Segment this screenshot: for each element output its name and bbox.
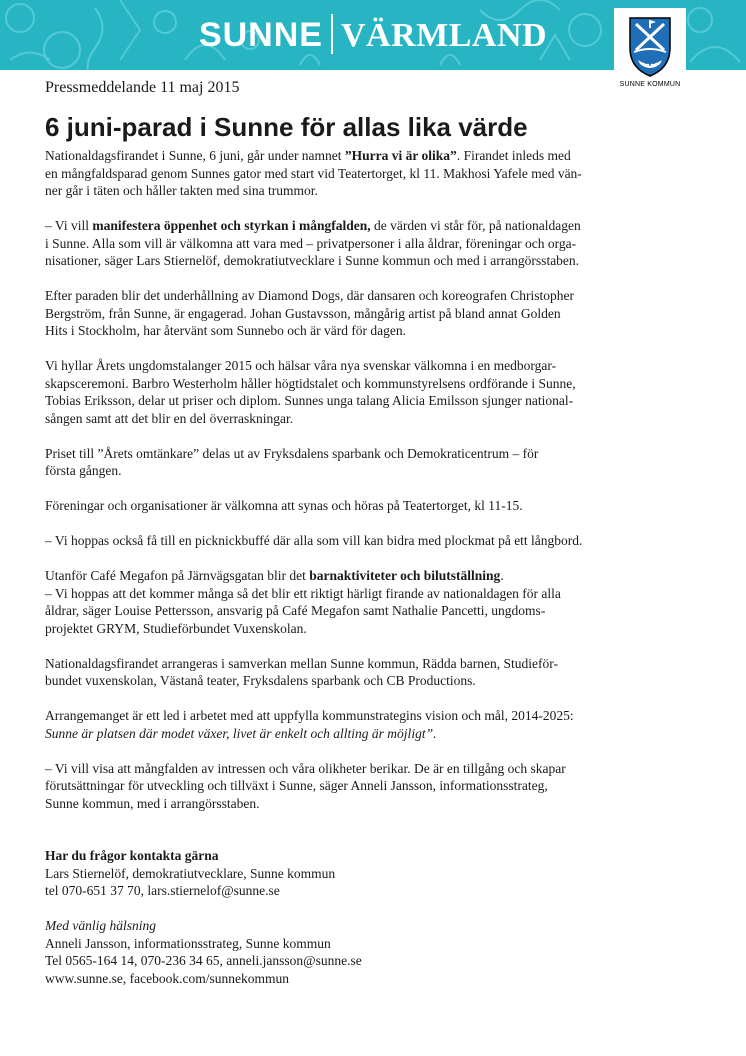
coat-of-arms-icon (626, 14, 674, 78)
brand-left: SUNNE (198, 16, 323, 54)
paragraph: Efter paraden blir det underhållning av Diamond Dogs, där dansaren och koreografen Christopher Bergström, från Sunne, är engagerad. Johan Gustavsson, mångårig artist på bland annat Golden Hits i Stockholm, har återvänt som Sunnebo och är värd för dagen. (45, 288, 574, 338)
greeting: Med vänlig hälsning (45, 918, 156, 933)
contact-block (45, 847, 600, 900)
paragraph: Priset till ”Årets omtänkare” delas ut av Fryksdalens sparbank och Demokraticentrum – för första gången. (45, 445, 539, 478)
paragraph: Vi hyllar Årets ungdomstalanger 2015 och hälsar våra nya svenskar välkomna i en medborgar- skapsceremoni. Barbro Westerholm håller högtidstalet och kommunstyrelsens ordförande i Sunne, Tobias Eriksson, delar ut priser och diplom. Sunnes unga talang Alicia Emilsson sjunger national- sången samt att det blir en del överraskningar. (45, 358, 576, 426)
brand-divider (331, 14, 333, 54)
paragraph: – Vi hoppas också få till en picknickbuffé där alla som vill kan bidra med plockmat på ett långbord. (45, 533, 583, 548)
paragraph: Utanför Café Megafon på Järnvägsgatan blir det barnaktiviteter och bilutställning. – Vi hoppas att det kommer många så det blir ett riktigt härligt firande av nationaldagen för alla åldrar, säger Louise Pettersson, ansvarig på Café Megafon samt Nathalie Pancetti, ungdoms- projektet GRYM, Studieförbundet Vuxenskolan. (45, 568, 561, 636)
paragraph: Föreningar och organisationer är välkomna att synas och höras på Teatertorget, kl 11-15. (45, 498, 523, 513)
press-release-date: Pressmeddelande 11 maj 2015 (45, 79, 240, 96)
paragraph: – Vi vill manifestera öppenhet och styrkan i mångfalden, de värden vi står för, på nationaldagen i Sunne. Alla som vill är välkomna att vara med – privatpersoner i alla åldrar, föreningar och orga- nisationer, säger Lars Stiernelöf, demokratiutvecklare i Sunne kommun och med i arrangörsstaben. (45, 218, 581, 268)
contact-phone-email: tel 070-651 37 70, lars.stiernelof@sunne.se (45, 883, 280, 898)
brand-right: VÄRMLAND (340, 17, 548, 54)
signature-phone-email: Tel 0565-164 14, 070-236 34 65, anneli.jansson@sunne.se (45, 953, 362, 968)
paragraph: Nationaldagsfirandet arrangeras i samverkan mellan Sunne kommun, Rädda barnen, Studieför- bundet vuxenskolan, Västanå teater, Fryksdalens sparbank och CB Productions. (45, 655, 558, 688)
municipal-crest (614, 8, 686, 94)
page-title: 6 juni-parad i Sunne för allas lika värde (45, 112, 528, 142)
paragraph: – Vi vill visa att mångfalden av intressen och våra olikheter berikar. De är en tillgång och skapar förutsättningar för utveckling och tillväxt i Sunne, säger Anneli Jansson, informationsstrateg, Sunne kommun, med i arrangörsstaben. (45, 760, 566, 811)
signature-web: www.sunne.se, facebook.com/sunnekommun (45, 970, 289, 986)
signature-name: Anneli Jansson, informationsstrateg, Sunne kommun (45, 935, 331, 951)
paragraph: Nationaldagsfirandet i Sunne, 6 juni, går under namnet ”Hurra vi är olika”. Firandet inleds med en mångfaldsparad genom Sunnes gator med start vid Teatertorget, kl 11. Makhosi Yafele med vän- ner går i täten och håller takten med sina trummor. (45, 148, 582, 198)
contact-heading: Har du frågor kontakta gärna (45, 848, 219, 863)
crest-caption: SUNNE KOMMUN (619, 81, 681, 88)
contact-name: Lars Stiernelöf, demokratiutvecklare, Sunne kommun (45, 865, 336, 881)
paragraph: Arrangemanget är ett led i arbetet med att uppfylla kommunstrategins vision och mål, 2014-2025: Sunne är platsen där modet växer, livet är enkelt och allting är möjligt”. (45, 708, 574, 741)
signature-block (45, 917, 600, 987)
article-body (45, 147, 600, 1005)
